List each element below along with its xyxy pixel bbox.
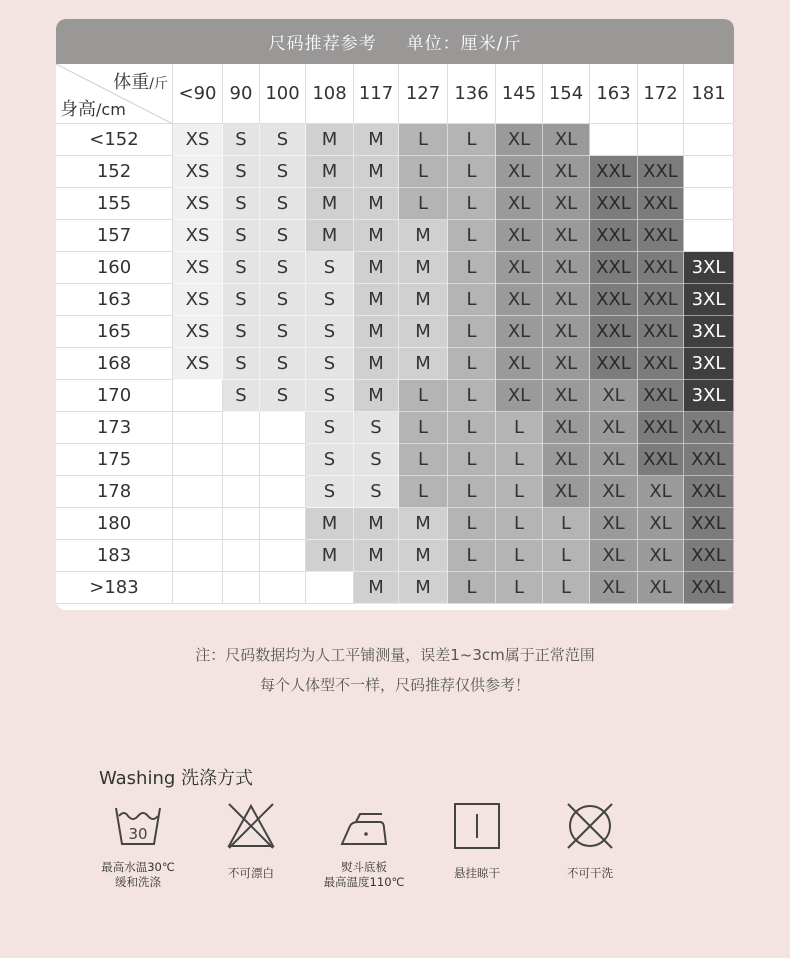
size-cell: XXL xyxy=(638,380,684,412)
size-cell: XS xyxy=(173,316,223,348)
size-cell: L xyxy=(448,540,496,572)
height-label-cell: 170 xyxy=(56,380,173,412)
care-label-iron: 熨斗底板 最高温度110℃ xyxy=(323,860,405,889)
size-cell: L xyxy=(448,124,496,156)
weight-header-cell: <90 xyxy=(173,64,223,124)
size-cell xyxy=(684,156,734,188)
size-cell: XL xyxy=(543,220,590,252)
size-cell: XL xyxy=(590,572,638,604)
size-cell: L xyxy=(448,316,496,348)
size-cell: XL xyxy=(496,380,543,412)
size-cell: M xyxy=(306,220,354,252)
size-cell: XL xyxy=(543,156,590,188)
size-cell: XXL xyxy=(638,156,684,188)
height-label-cell: 168 xyxy=(56,348,173,380)
size-cell: XS xyxy=(173,156,223,188)
size-cell: M xyxy=(354,156,399,188)
size-cell xyxy=(223,476,260,508)
size-cell: M xyxy=(354,540,399,572)
size-cell: L xyxy=(399,188,448,220)
washing-title: Washing 洗涤方式 xyxy=(99,768,254,789)
size-cell: XXL xyxy=(684,572,734,604)
size-cell: XL xyxy=(543,444,590,476)
weight-header-cell: 136 xyxy=(448,64,496,124)
size-cell: XXL xyxy=(684,476,734,508)
size-cell: S xyxy=(306,348,354,380)
size-cell: S xyxy=(306,284,354,316)
size-cell: XL xyxy=(496,252,543,284)
measurement-note: 注：尺码数据均为人工平铺测量，误差1~3cm属于正常范围 xyxy=(195,646,595,664)
size-cell: M xyxy=(306,156,354,188)
size-cell: L xyxy=(399,476,448,508)
care-item-iron xyxy=(304,800,424,890)
size-cell: XXL xyxy=(638,316,684,348)
size-cell: S xyxy=(260,124,306,156)
no-dry-clean-icon xyxy=(564,800,616,852)
size-cell: S xyxy=(260,220,306,252)
recommendation-note: 每个人体型不一样，尺码推荐仅供参考！ xyxy=(259,676,530,694)
size-cell: L xyxy=(448,476,496,508)
size-cell: L xyxy=(448,284,496,316)
size-chart-card xyxy=(56,19,734,610)
size-cell xyxy=(173,508,223,540)
size-cell: S xyxy=(223,316,260,348)
size-cell xyxy=(260,508,306,540)
size-cell: XS xyxy=(173,284,223,316)
size-cell: S xyxy=(260,348,306,380)
height-label-cell: 183 xyxy=(56,540,173,572)
size-cell: S xyxy=(260,284,306,316)
size-cell: M xyxy=(354,124,399,156)
size-cell xyxy=(260,540,306,572)
height-label-cell: 155 xyxy=(56,188,173,220)
size-cell: L xyxy=(399,124,448,156)
height-label-cell: 173 xyxy=(56,412,173,444)
size-cell: S xyxy=(306,476,354,508)
size-cell: S xyxy=(260,316,306,348)
size-cell: XL xyxy=(543,252,590,284)
size-cell xyxy=(684,188,734,220)
weight-header-cell: 172 xyxy=(638,64,684,124)
size-cell xyxy=(260,476,306,508)
size-cell: L xyxy=(448,444,496,476)
size-cell: XL xyxy=(543,412,590,444)
size-cell: L xyxy=(448,188,496,220)
size-cell: M xyxy=(399,348,448,380)
size-cell xyxy=(684,220,734,252)
size-cell: XL xyxy=(496,124,543,156)
size-cell: XXL xyxy=(590,316,638,348)
size-cell: S xyxy=(223,380,260,412)
size-cell: M xyxy=(399,252,448,284)
size-cell xyxy=(260,444,306,476)
size-cell: XXL xyxy=(590,252,638,284)
size-cell: XL xyxy=(590,508,638,540)
weight-header-cell: 163 xyxy=(590,64,638,124)
size-cell: XL xyxy=(496,284,543,316)
size-cell: M xyxy=(306,508,354,540)
height-label-cell: 163 xyxy=(56,284,173,316)
size-cell: M xyxy=(354,572,399,604)
size-cell xyxy=(173,572,223,604)
size-cell: S xyxy=(223,348,260,380)
size-cell xyxy=(223,508,260,540)
size-cell: XL xyxy=(496,316,543,348)
size-cell: XXL xyxy=(590,220,638,252)
size-cell: XS xyxy=(173,124,223,156)
size-cell: M xyxy=(306,124,354,156)
size-cell: XL xyxy=(590,380,638,412)
iron-icon xyxy=(338,800,390,852)
size-cell: L xyxy=(399,380,448,412)
size-cell xyxy=(223,540,260,572)
weight-axis-label: 体重/斤 xyxy=(113,72,168,93)
size-cell: S xyxy=(223,220,260,252)
size-cell xyxy=(638,124,684,156)
weight-header-cell: 154 xyxy=(543,64,590,124)
size-cell: L xyxy=(448,252,496,284)
size-cell: L xyxy=(448,508,496,540)
care-item-no-dry-clean xyxy=(530,800,650,881)
height-label-cell: 178 xyxy=(56,476,173,508)
size-cell: XXL xyxy=(638,284,684,316)
size-cell: XL xyxy=(590,412,638,444)
size-cell: S xyxy=(223,156,260,188)
line-dry-icon xyxy=(451,800,503,852)
size-cell: XXL xyxy=(638,444,684,476)
size-cell: XL xyxy=(543,284,590,316)
size-cell: L xyxy=(496,508,543,540)
size-cell: S xyxy=(306,252,354,284)
size-cell: XXL xyxy=(590,284,638,316)
size-cell: M xyxy=(354,316,399,348)
size-cell: XL xyxy=(496,188,543,220)
size-cell: XXL xyxy=(684,540,734,572)
size-cell: M xyxy=(354,348,399,380)
size-cell: 3XL xyxy=(684,252,734,284)
weight-header-cell: 127 xyxy=(399,64,448,124)
size-cell: L xyxy=(543,508,590,540)
size-cell: XL xyxy=(496,156,543,188)
size-cell: XL xyxy=(543,348,590,380)
size-cell xyxy=(223,444,260,476)
size-cell: XS xyxy=(173,188,223,220)
size-cell: XXL xyxy=(684,412,734,444)
size-cell: XL xyxy=(590,476,638,508)
size-cell: S xyxy=(260,188,306,220)
size-cell: XL xyxy=(543,476,590,508)
size-cell xyxy=(306,572,354,604)
size-cell xyxy=(173,540,223,572)
size-cell: XL xyxy=(543,380,590,412)
size-cell xyxy=(223,572,260,604)
size-cell: XL xyxy=(638,572,684,604)
size-cell: XS xyxy=(173,348,223,380)
care-label-wash: 最高水温30℃ 缓和洗涤 xyxy=(101,860,175,889)
size-cell: L xyxy=(543,572,590,604)
size-cell: L xyxy=(496,444,543,476)
size-cell: S xyxy=(354,444,399,476)
weight-header-cell: 117 xyxy=(354,64,399,124)
size-cell: 3XL xyxy=(684,316,734,348)
size-cell: XXL xyxy=(684,444,734,476)
size-cell: L xyxy=(448,220,496,252)
size-cell: 3XL xyxy=(684,348,734,380)
size-cell: XL xyxy=(543,188,590,220)
size-cell: XL xyxy=(543,316,590,348)
size-cell: M xyxy=(306,540,354,572)
size-cell: S xyxy=(223,188,260,220)
size-cell xyxy=(173,380,223,412)
corner-header-cell xyxy=(56,64,173,124)
size-cell: M xyxy=(354,220,399,252)
weight-header-cell: 90 xyxy=(223,64,260,124)
size-cell: S xyxy=(260,380,306,412)
size-cell: M xyxy=(354,188,399,220)
size-cell: M xyxy=(399,540,448,572)
size-chart-title: 尺码推荐参考 xyxy=(268,34,377,54)
care-label-no-bleach: 不可漂白 xyxy=(228,866,274,880)
size-cell: M xyxy=(354,284,399,316)
size-cell: XXL xyxy=(638,348,684,380)
height-label-cell: 160 xyxy=(56,252,173,284)
size-cell: M xyxy=(354,252,399,284)
size-cell: L xyxy=(399,412,448,444)
size-cell xyxy=(173,444,223,476)
height-label-cell: 152 xyxy=(56,156,173,188)
size-cell: XL xyxy=(496,220,543,252)
size-cell: M xyxy=(399,284,448,316)
height-label-cell: 165 xyxy=(56,316,173,348)
size-cell: XL xyxy=(590,444,638,476)
height-axis-label: 身高/cm xyxy=(60,99,126,120)
size-cell: L xyxy=(448,348,496,380)
size-cell: S xyxy=(223,124,260,156)
size-cell: XL xyxy=(543,124,590,156)
size-cell: XXL xyxy=(638,188,684,220)
height-label-cell: 175 xyxy=(56,444,173,476)
size-chart-grid xyxy=(56,64,734,610)
size-chart-header xyxy=(56,19,734,64)
size-cell: S xyxy=(223,284,260,316)
size-cell xyxy=(260,412,306,444)
size-cell xyxy=(173,476,223,508)
size-cell: L xyxy=(448,380,496,412)
size-cell: L xyxy=(399,156,448,188)
size-cell: L xyxy=(496,540,543,572)
size-cell: XL xyxy=(638,540,684,572)
wash-30-icon xyxy=(113,800,163,852)
size-cell: S xyxy=(306,380,354,412)
size-cell xyxy=(173,412,223,444)
size-cell: XXL xyxy=(638,220,684,252)
size-cell xyxy=(590,124,638,156)
height-label-cell: >183 xyxy=(56,572,173,604)
size-cell: L xyxy=(496,412,543,444)
no-bleach-icon xyxy=(225,800,277,852)
height-label-cell: <152 xyxy=(56,124,173,156)
size-cell xyxy=(223,412,260,444)
care-item-wash xyxy=(78,800,198,890)
size-cell: S xyxy=(306,444,354,476)
weight-header-cell: 145 xyxy=(496,64,543,124)
size-cell: M xyxy=(399,316,448,348)
weight-header-cell: 181 xyxy=(684,64,734,124)
size-cell: L xyxy=(448,412,496,444)
size-cell: 3XL xyxy=(684,284,734,316)
size-cell: S xyxy=(260,252,306,284)
size-cell: XL xyxy=(496,348,543,380)
size-cell: L xyxy=(399,444,448,476)
size-cell: L xyxy=(496,572,543,604)
size-cell: XXL xyxy=(590,156,638,188)
size-cell xyxy=(684,124,734,156)
size-cell: XS xyxy=(173,252,223,284)
size-cell: XS xyxy=(173,220,223,252)
size-cell: M xyxy=(399,572,448,604)
weight-header-cell: 100 xyxy=(260,64,306,124)
svg-text:30: 30 xyxy=(128,825,148,843)
size-cell: S xyxy=(354,476,399,508)
height-label-cell: 180 xyxy=(56,508,173,540)
height-label-cell: 157 xyxy=(56,220,173,252)
size-cell: XL xyxy=(638,476,684,508)
size-cell: S xyxy=(306,412,354,444)
size-cell: S xyxy=(354,412,399,444)
size-cell: M xyxy=(399,220,448,252)
size-cell: 3XL xyxy=(684,380,734,412)
size-cell: XXL xyxy=(684,508,734,540)
size-cell: S xyxy=(260,156,306,188)
size-cell: S xyxy=(223,252,260,284)
size-cell: XL xyxy=(638,508,684,540)
size-cell: XXL xyxy=(590,348,638,380)
size-cell: L xyxy=(543,540,590,572)
size-cell: L xyxy=(448,572,496,604)
size-cell: XXL xyxy=(638,412,684,444)
size-cell: M xyxy=(399,508,448,540)
size-cell: S xyxy=(306,316,354,348)
care-item-line-dry xyxy=(417,800,537,881)
size-cell: L xyxy=(496,476,543,508)
size-cell: L xyxy=(448,156,496,188)
care-label-line-dry: 悬挂晾干 xyxy=(454,866,500,880)
size-cell: XXL xyxy=(638,252,684,284)
care-item-no-bleach xyxy=(191,800,311,881)
size-cell: XL xyxy=(590,540,638,572)
weight-header-cell: 108 xyxy=(306,64,354,124)
care-label-no-dry-clean: 不可干洗 xyxy=(567,866,613,880)
size-chart-unit: 单位：厘米/斤 xyxy=(406,34,522,54)
size-cell: M xyxy=(354,380,399,412)
size-cell: M xyxy=(354,508,399,540)
size-cell xyxy=(260,572,306,604)
size-cell: M xyxy=(306,188,354,220)
size-cell: XXL xyxy=(590,188,638,220)
